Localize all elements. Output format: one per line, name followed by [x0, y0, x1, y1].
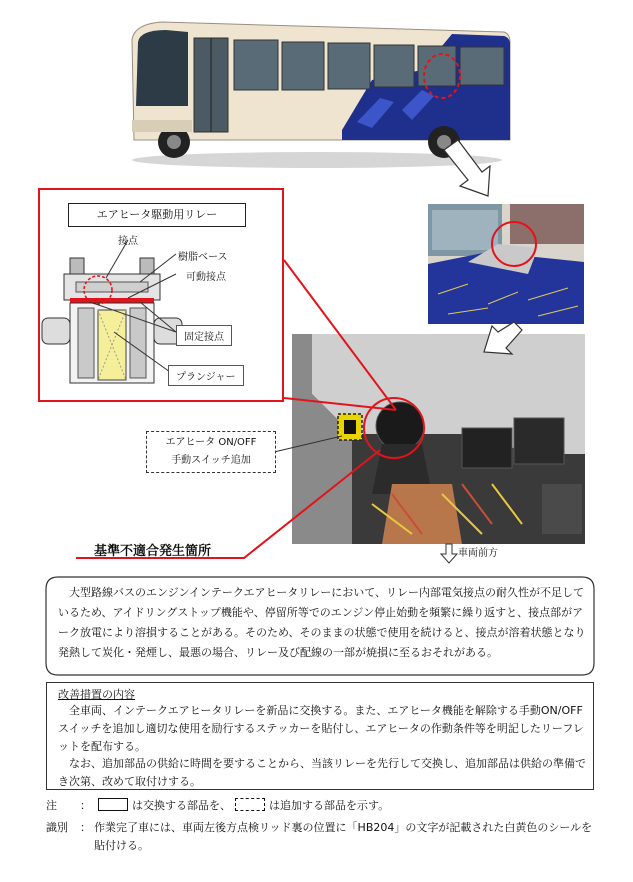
- switch-callout-line2: 手動スイッチ追加: [171, 455, 251, 466]
- identification-row: [46, 819, 606, 855]
- switch-callout: [146, 431, 276, 473]
- note-text-added: は追加する部品を示す。: [269, 799, 390, 812]
- label-movable-contact: 可動接点: [186, 272, 226, 283]
- identification-key: 識別: [46, 821, 68, 834]
- relay-compartment-photo: [292, 334, 585, 544]
- note-row: [46, 797, 606, 815]
- note-separator: ：: [80, 799, 91, 812]
- identification-separator: ：: [80, 821, 91, 834]
- label-fixed-contact: 固定接点: [176, 325, 232, 346]
- note-body: [94, 797, 389, 815]
- notes: [46, 797, 606, 855]
- relay-title: エアヒータ駆動用リレー: [68, 203, 246, 227]
- label-plunger: プランジャー: [168, 365, 244, 386]
- defect-description: 大型路線バスのエンジンインテークエアヒータリレーにおいて、リレー内部電気接点の耐久性が不足しているため、アイドリングストップ機能や、停留所等でのエンジン停止始動を頻繁に繰り返すと、接点部がアーク放電により溶損することがある。そのため、そのままの状態で使用を続けると、接点が溶着状態となり発熱して炭化・発煙し、最悪の場合、リレー及び配線の一部が焼損に至るおそれがある。: [58, 586, 586, 659]
- label-resin-base: 樹脂ベース: [178, 252, 228, 263]
- remedy-paragraph-2: なお、追加部品の供給に時間を要することから、当該リレーを先行して交換し、追加部品は供給の準備でき次第、改めて取付けする。: [58, 757, 586, 788]
- seat-area-photo: [428, 204, 584, 324]
- bus-photo: [122, 10, 512, 170]
- nonconformity-label: 基準不適合発生箇所: [94, 544, 212, 559]
- note-text-replaced: は交換する部品を、: [132, 799, 231, 812]
- identification-text: 作業完了車には、車両左後方点検リッド裏の位置に「HB204」の文字が記載された白黄色のシールを貼付ける。: [94, 821, 593, 852]
- remedy-title: 改善措置の内容: [58, 688, 135, 701]
- vehicle-front-label: 車両前方: [458, 548, 498, 559]
- remedy-paragraph-1: 全車両、インテークエアヒータリレーを新品に交換する。また、エアヒータ機能を解除する手動ON/OFF スイッチを追加し適切な使用を励行するステッカーを貼付し、エアヒータの作動条件等を明記したリーフレットを配布する。: [58, 704, 584, 753]
- label-contact: 接点: [118, 236, 138, 247]
- replaced-part-legend-icon: [98, 798, 128, 811]
- added-part-legend-icon: [235, 798, 265, 811]
- switch-callout-line1: エアヒータ ON/OFF: [165, 437, 257, 448]
- note-key: 注: [46, 799, 57, 812]
- relay-cross-section: [40, 228, 284, 400]
